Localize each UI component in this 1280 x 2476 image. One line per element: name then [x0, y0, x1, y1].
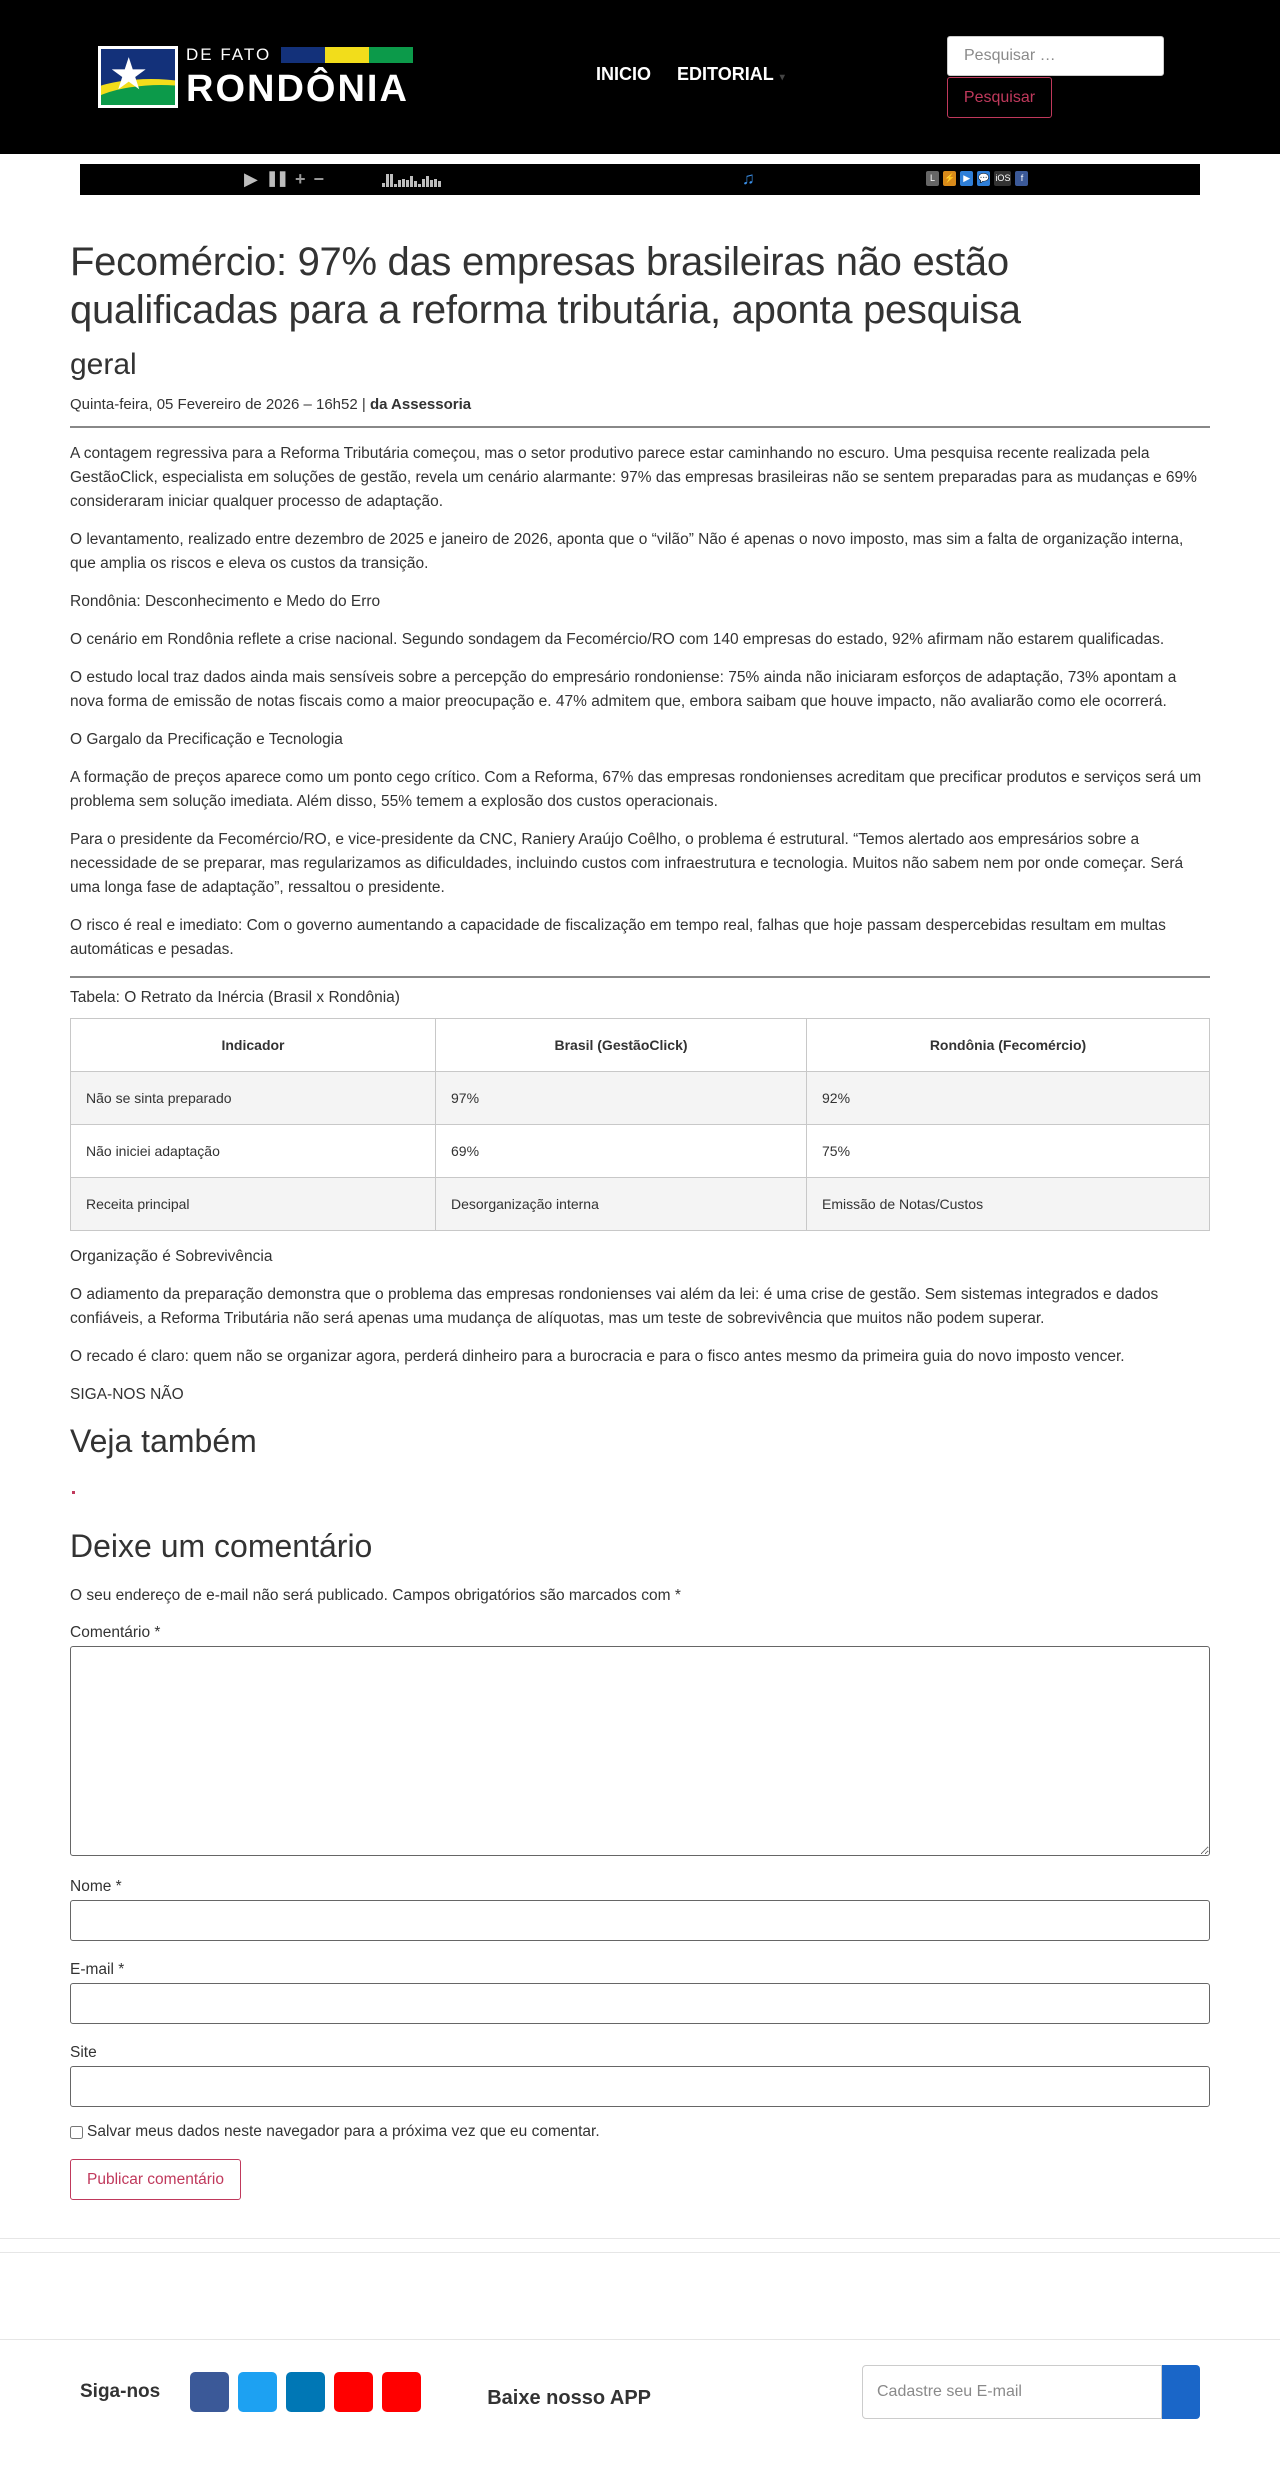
- table-cell: Emissão de Notas/Custos: [807, 1178, 1210, 1231]
- site-header: [0, 0, 1280, 154]
- table-header-row: [71, 1019, 1210, 1072]
- table-caption: Tabela: O Retrato da Inércia (Brasil x Rondônia): [70, 989, 400, 1006]
- app-label: Baixe nosso APP: [487, 2386, 651, 2409]
- radio-player: [80, 164, 1200, 195]
- divider: [0, 2339, 1280, 2340]
- table-cell: 97%: [436, 1072, 807, 1125]
- article-date: Quinta-feira, 05 Fevereiro de 2026 – 16h52 |: [70, 396, 366, 413]
- newsletter-email-input[interactable]: [862, 2365, 1162, 2419]
- equalizer-bar: [390, 174, 393, 187]
- table-cell: Não iniciei adaptação: [71, 1125, 436, 1178]
- music-note-icon[interactable]: ♫: [742, 169, 755, 188]
- article-paragraph: O Gargalo da Precificação e Tecnologia: [70, 731, 343, 748]
- follow-label: Siga-nos: [80, 2381, 161, 2402]
- equalizer-bar: [430, 180, 433, 187]
- equalizer-bar: [386, 174, 389, 187]
- newsletter-submit-button[interactable]: [1162, 2365, 1200, 2419]
- equalizer: [382, 173, 441, 187]
- equalizer-bar: [434, 179, 437, 187]
- article: [70, 238, 1210, 2200]
- article-paragraph: O recado é claro: quem não se organizar agora, perderá dinheiro para a burocracia e para o fisco antes mesmo da primeira guia do novo imposto vencer.: [70, 1348, 1125, 1365]
- table-cell: 69%: [436, 1125, 807, 1178]
- media-player-icon[interactable]: ▶: [960, 171, 973, 186]
- equalizer-bar: [438, 181, 441, 187]
- logo-color-bars: [281, 47, 413, 63]
- table-cell: 92%: [807, 1072, 1210, 1125]
- comment-form: [70, 1526, 1210, 2200]
- table-row: [71, 1178, 1210, 1231]
- table-cell: 75%: [807, 1125, 1210, 1178]
- winamp-icon[interactable]: ⚡: [943, 171, 956, 186]
- footer-row: [80, 2365, 1200, 2419]
- article-author: da Assessoria: [369, 396, 472, 413]
- equalizer-bar: [414, 181, 417, 187]
- pause-icon[interactable]: ❚❚: [265, 170, 287, 187]
- logo-top-text: DE FATO: [186, 45, 272, 64]
- article-paragraph: SIGA-NOS NÃO: [70, 1386, 184, 1403]
- save-data-checkbox[interactable]: [70, 2126, 83, 2139]
- email-label: E-mail *: [70, 1961, 125, 1978]
- article-paragraph: O levantamento, realizado entre dezembro de 2025 e janeiro de 2026, aponta que o “vilão” Não é apenas o novo imposto, mas sim a falta de organização interna, que amplia os riscos e eleva os custos da transição.: [70, 531, 1184, 572]
- table-cell: Receita principal: [71, 1178, 436, 1231]
- table-row: [71, 1072, 1210, 1125]
- article-paragraph: A formação de preços aparece como um ponto cego crítico. Com a Reforma, 67% das empresas rondonienses acreditam que precificar produtos e serviços será um problema sem solução imediata. Além disso, 55% temem a explosão dos custos operacionais.: [70, 769, 1202, 810]
- nav-item-editorial-label: EDITORIAL: [677, 64, 774, 84]
- save-data-row: [70, 2123, 1210, 2141]
- chat-icon[interactable]: 💬: [977, 171, 990, 186]
- name-label: Nome *: [70, 1878, 122, 1895]
- logo-main-text: RONDÔNIA: [186, 68, 409, 110]
- table-cell: Desorganização interna: [436, 1178, 807, 1231]
- equalizer-bar: [382, 183, 385, 187]
- equalizer-bar: [410, 176, 413, 187]
- site-logo[interactable]: [98, 46, 413, 110]
- search-button[interactable]: Pesquisar: [947, 77, 1052, 118]
- comment-heading: Deixe um comentário: [70, 1528, 373, 1564]
- article-paragraph: O cenário em Rondônia reflete a crise nacional. Segundo sondagem da Fecomércio/RO com 140 empresas do estado, 92% afirmam não estarem qualificadas.: [70, 631, 1165, 648]
- logo-top-row: [186, 46, 413, 64]
- related-heading: Veja também: [70, 1423, 257, 1459]
- logo-bar-yellow: [325, 47, 369, 63]
- ios-icon[interactable]: iOS: [994, 171, 1011, 186]
- equalizer-bar: [418, 184, 421, 187]
- article-body-end: [70, 1245, 1210, 1407]
- table-header-cell: Indicador: [71, 1019, 436, 1072]
- equalizer-bar: [422, 179, 425, 187]
- article-paragraph: A contagem regressiva para a Reforma Tributária começou, mas o setor produtivo parece estar caminhando no escuro. Uma pesquisa recente realizada pela GestãoClick, especialista em soluções de gestão, revela um cenário alarmante: 97% das empresas brasileiras não se sentem preparadas para as mudanças e 69% consideraram iniciar qualquer processo de adaptação.: [70, 445, 1197, 510]
- table-cell: Não se sinta preparado: [71, 1072, 436, 1125]
- rondonia-flag-icon: ★: [98, 46, 178, 108]
- email-field[interactable]: [70, 1983, 1210, 2024]
- divider: [70, 976, 1210, 978]
- article-paragraph: Rondônia: Desconhecimento e Medo do Erro: [70, 593, 381, 610]
- article-body: [70, 442, 1210, 962]
- article-title: Fecomércio: 97% das empresas brasileiras não estão qualificadas para a reforma tributária, aponta pesquisa: [70, 240, 1021, 332]
- divider: [0, 2238, 1280, 2239]
- play-icon[interactable]: ▶: [244, 169, 258, 189]
- youtube-icon[interactable]: [334, 2372, 373, 2412]
- facebook-icon[interactable]: f: [1015, 171, 1028, 186]
- player-app-icons: [926, 171, 1028, 186]
- equalizer-bar: [406, 180, 409, 187]
- site-label: Site: [70, 2044, 97, 2061]
- newsletter-form: [862, 2365, 1200, 2419]
- comment-textarea[interactable]: [70, 1646, 1210, 1856]
- chevron-down-icon: ▾: [779, 72, 785, 83]
- related-posts-placeholder[interactable]: [72, 1491, 75, 1494]
- comment-note: O seu endereço de e-mail não será publicado. Campos obrigatórios são marcados com *: [70, 1587, 681, 1604]
- search-input[interactable]: [947, 36, 1164, 76]
- save-data-label: Salvar meus dados neste navegador para a próxima vez que eu comentar.: [87, 2123, 600, 2140]
- article-paragraph: Organização é Sobrevivência: [70, 1248, 273, 1265]
- article-paragraph: Para o presidente da Fecomércio/RO, e vice-presidente da CNC, Raniery Araújo Coêlho, o problema é estrutural. “Temos alertado aos empresários sobre a necessidade de se preparar, mas regularizamos as dificuldades, incluindo custos com infraestrutura e tecnologia. Muitos não sabem nem por onde começar. Será uma longa fase de adaptação”, ressaltou o presidente.: [70, 831, 1184, 896]
- youtube-icon[interactable]: [382, 2372, 421, 2412]
- divider: [70, 426, 1210, 428]
- equalizer-bar: [394, 184, 397, 187]
- name-field[interactable]: [70, 1900, 1210, 1941]
- volume-down-icon[interactable]: −: [313, 169, 325, 189]
- comment-label: Comentário *: [70, 1624, 161, 1641]
- article-category: geral: [70, 348, 137, 381]
- submit-comment-button[interactable]: Publicar comentário: [70, 2159, 241, 2200]
- article-meta: [70, 394, 1210, 416]
- site-field[interactable]: [70, 2066, 1210, 2107]
- table-row: [71, 1125, 1210, 1178]
- volume-up-icon[interactable]: +: [294, 169, 306, 189]
- table-header-cell: Brasil (GestãoClick): [436, 1019, 807, 1072]
- facebook-icon[interactable]: [190, 2372, 229, 2412]
- twitter-icon[interactable]: [238, 2372, 277, 2412]
- logo-bar-green: [369, 47, 413, 63]
- comparison-table: [70, 1018, 1210, 1231]
- equalizer-bar: [398, 180, 401, 187]
- table-header-cell: Rondônia (Fecomércio): [807, 1019, 1210, 1072]
- equalizer-bar: [426, 176, 429, 187]
- l-icon[interactable]: L: [926, 171, 939, 186]
- article-paragraph: O estudo local traz dados ainda mais sensíveis sobre a percepção do empresário rondoniense: 75% ainda não iniciaram esforços de adaptação, 73% apontam a nova forma de emissão de notas fiscais como a maior preocupação e. 47% admitem que, embora saibam que houve impacto, não avaliarão como ele ocorrerá.: [70, 669, 1177, 710]
- article-paragraph: O adiamento da preparação demonstra que o problema das empresas rondonienses vai além da lei: é uma crise de gestão. Sem sistemas integrados e dados confiáveis, a Reforma Tributária não será apenas uma mudança de alíquotas, mas um teste de sobrevivência que muitos não podem superar.: [70, 1286, 1159, 1327]
- divider: [0, 2252, 1280, 2253]
- equalizer-bar: [402, 179, 405, 187]
- main-nav: [596, 64, 785, 85]
- article-paragraph: O risco é real e imediato: Com o governo aumentando a capacidade de fiscalização em tempo real, falhas que hoje passam despercebidas resultam em multas automáticas e pesadas.: [70, 917, 1166, 958]
- linkedin-icon[interactable]: [286, 2372, 325, 2412]
- logo-bar-blue: [281, 47, 325, 63]
- logo-text: [186, 46, 413, 110]
- player-controls: [244, 168, 324, 190]
- nav-item-editorial[interactable]: [677, 64, 785, 85]
- social-links: [190, 2372, 421, 2412]
- nav-item-inicio[interactable]: INICIO: [596, 64, 652, 84]
